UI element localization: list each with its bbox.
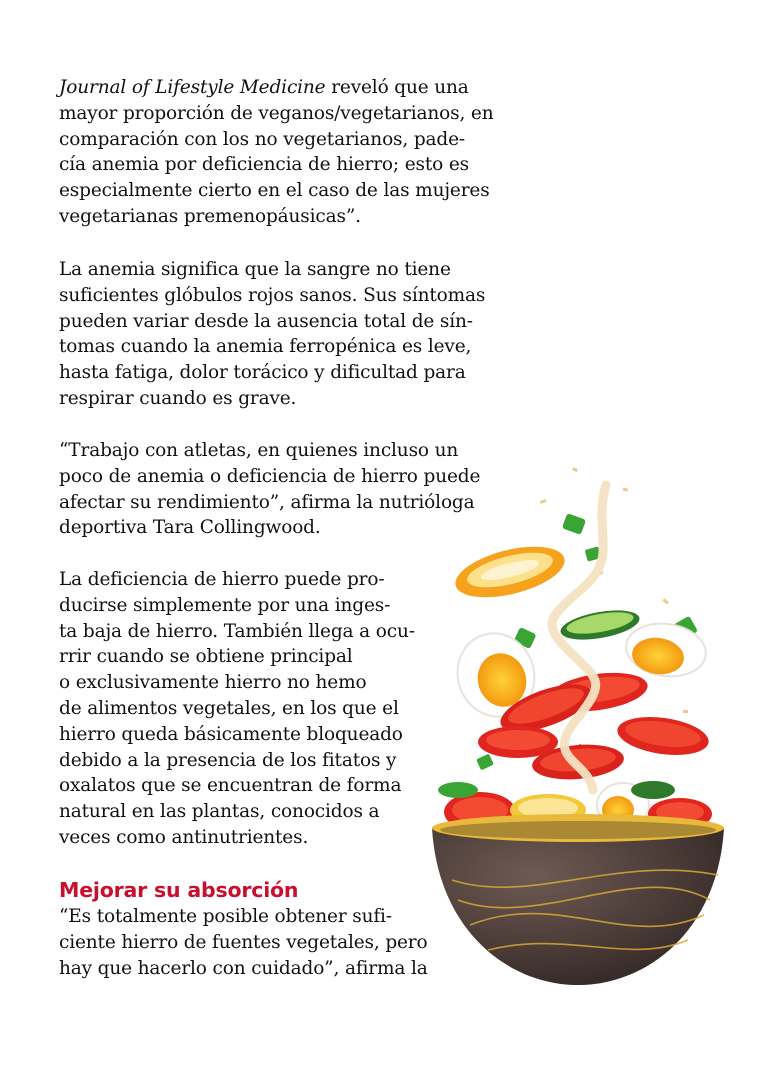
text-line: mayor proporción de veganos/vegetarianos, en (59, 102, 494, 124)
text-line: respirar cuando es grave. (59, 387, 297, 409)
pepper-slice (450, 537, 569, 607)
text-line: hay que hacerlo con cuidado”, afirma la (59, 957, 428, 979)
egg-half-right (623, 619, 709, 682)
text-line: especialmente cierto en el caso de las mujeres (59, 180, 490, 202)
text-line: “Es totalmente posible obtener sufi- (59, 906, 392, 927)
text-line: cía anemia por deficiencia de hierro; esto es (59, 154, 470, 176)
paragraph-1 (59, 75, 493, 230)
text-line: natural en las plantas, conocidos a (59, 801, 380, 823)
text-line: afectar su rendimiento”, afirma la nutrióloga (59, 491, 475, 513)
text-line: suficientes glóbulos rojos sanos. Sus síntomas (59, 284, 486, 306)
text-line: de alimentos vegetales, en los que el (59, 697, 399, 719)
salad-bowl-illustration (418, 460, 738, 1000)
text-line: ciente hierro de fuentes vegetales, pero (59, 931, 428, 953)
text-line: vegetarianas premenopáusicas”. (59, 205, 361, 227)
text-line: La anemia significa que la sangre no tiene (59, 259, 451, 280)
text-line: pueden variar desde la ausencia total de sín- (59, 310, 473, 332)
text-line: ducirse simplemente por una inges- (59, 594, 391, 616)
text-line: o exclusivamente hierro no hemo (59, 672, 367, 694)
text-line: “Trabajo con atletas, en quienes incluso un (59, 440, 459, 461)
section-heading: Mejorar su absorción (59, 878, 299, 902)
text-line: oxalatos que se encuentran de forma (59, 775, 402, 797)
text-line: tomas cuando la anemia ferropénica es leve, (59, 336, 472, 358)
text-line: comparación con los no vegetarianos, pade- (59, 128, 466, 150)
text-line: deportiva Tara Collingwood. (59, 517, 321, 539)
text-line: ta baja de hierro. También llega a ocu- (59, 620, 415, 642)
text-line: debido a la presencia de los fitatos y (59, 749, 397, 771)
paragraph-4 (59, 567, 415, 851)
paragraph-2 (59, 257, 485, 412)
text-line: veces como antinutrientes. (59, 826, 309, 848)
text-span: reveló que una (325, 77, 469, 98)
bowl (432, 814, 724, 985)
section-paragraph (59, 904, 428, 981)
text-line (59, 75, 493, 101)
text-line: rrir cuando se obtiene principal (59, 646, 353, 668)
text-line: hierro queda básicamente bloqueado (59, 723, 403, 745)
text-line: hasta fatiga, dolor torácico y dificultad para (59, 362, 466, 384)
journal-name: Journal of Lifestyle Medicine (59, 77, 326, 98)
text-line: poco de anemia o deficiencia de hierro puede (59, 465, 481, 487)
text-line: La deficiencia de hierro puede pro- (59, 569, 385, 590)
